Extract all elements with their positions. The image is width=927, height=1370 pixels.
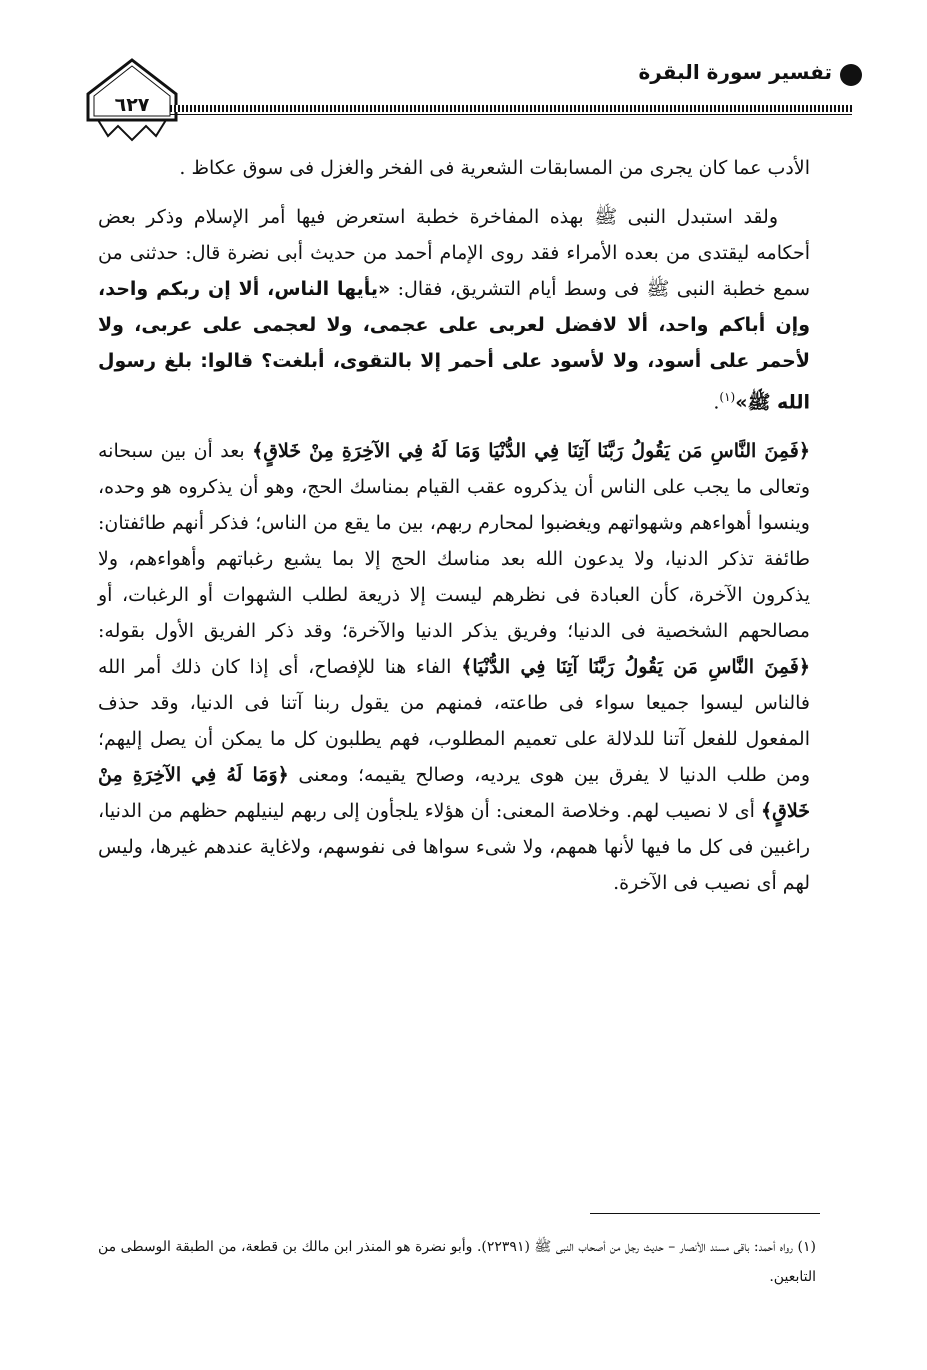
main-text [98, 150, 810, 914]
page-header [84, 52, 862, 148]
paragraph-3-text-c: أى لا نصيب لهم. وخلاصة المعنى: أن هؤلاء يلجأون إلى ربهم لينيلهم حظهم من الدنيا، راغبين فى كل ما فيها لأنها همهم، ولا شىء سواها فى نفوسهم، ولاغاية عندهم غيرها، وليس لهم أى نصيب فى الآخرة. [98, 800, 810, 895]
footnotes [98, 1232, 816, 1292]
quran-verse-2: ﴿فَمِنَ النَّاسِ مَن يَقُولُ رَبَّنَا آتِنَا فِي الدُّنْيَا﴾ [461, 656, 811, 679]
quran-verse-3: ﴿وَمَا لَهُ فِي الآخِرَةِ مِنْ خَلاقٍ﴾ [98, 764, 810, 823]
paragraph-3-text-a: بعد أن بين سبحانه وتعالى ما يجب على الناس أن يذكروه عقب القيام بمناسك الحج، وهو أن يذكروه هو وحده، وينسوا أهواءهم وشهواتهم ويغضبوا لمحارم ربهم، بين ما يقع من الناس؛ فذكر أنهم طائفتان: طائفة تذكر الدنيا، ولا يدعون الله بعد مناسك الحج إلا بما يشبع رغباتهم وأهواءهم، ولا يذكرون الآخرة، كأن العبادة فى نظرهم ليست إلا ذريعة لطلب الشهوات أو الرغبات، أو مصالحهم الشخصية فى الدنيا؛ وفريق يذكر الدنيا والآخرة؛ وقد ذكر الفريق الأول بقوله: [98, 440, 810, 643]
quran-verse: ﴿فَمِنَ النَّاسِ مَن يَقُولُ رَبَّنَا آتِنَا فِي الدُّنْيَا وَمَا لَهُ فِي الآخِرَةِ مِنْ خَلاقٍ﴾ [252, 440, 810, 463]
paragraph-1: الأدب عما كان يجرى من المسابقات الشعرية فى الفخر والغزل فى سوق عكاظ . [179, 157, 810, 179]
header-rule [170, 105, 852, 112]
paragraph-3 [98, 433, 810, 901]
paragraph-2 [98, 199, 810, 420]
footnote-1: (١) رواه أحمد: باقى مسند الأنصار – حديث رجل من أصحاب النبى ﷺ (٢٢٣٩١). وأبو نضرة هو المنذر ابن مالك بن قطعة، من الطبقة الوسطى من التابعين. [98, 1239, 816, 1285]
bullet-icon [840, 64, 862, 86]
paragraph-2-end: . [713, 391, 720, 414]
page-number: ٦٢٧ [114, 94, 150, 116]
footnote-ref: (١) [719, 390, 736, 404]
paragraph-2-text: ولقد استبدل النبى ﷺ بهذه المفاخرة خطبة استعرض فيها أمر الإسلام وذكر بعض أحكامه ليقتدى من بعده الأمراء فقد روى الإمام أحمد من حديث أبى نضرة قال: حدثنى من سمع خطبة النبى ﷺ فى وسط أيام التشريق، فقال: [98, 206, 810, 300]
page-number-badge [84, 56, 180, 144]
running-title: تفسير سورة البقرة [638, 60, 832, 84]
paragraph-3-text-b: الفاء هنا للإفصاح، أى إذا كان ذلك أمر الله فالناس ليسوا جميعا سواء فى طاعته، فمنهم من يقول ربنا آتنا فى الدنيا، وقد حذف المفعول للفعل آتنا للدلالة على تعميم المطلوب، فهم يطلبون كل ما يمكن أن يصل إليهم؛ ومن طلب الدنيا لا يفرق بين هوى يرديه، وصالح يقيمه؛ ومعنى [98, 656, 810, 787]
header-rule-thin [170, 114, 852, 115]
hadith-quote: «يأيها الناس، ألا إن ربكم واحد، وإن أباكم واحد، ألا لافضل لعربى على عجمى، ولا لعجمى على عربى، ولا لأحمر على أسود، ولا لأسود على أحمر إلا بالتقوى، أبلغت؟ قالوا: بلغ رسول الله ﷺ» [98, 278, 810, 414]
footnote-divider [590, 1213, 820, 1214]
